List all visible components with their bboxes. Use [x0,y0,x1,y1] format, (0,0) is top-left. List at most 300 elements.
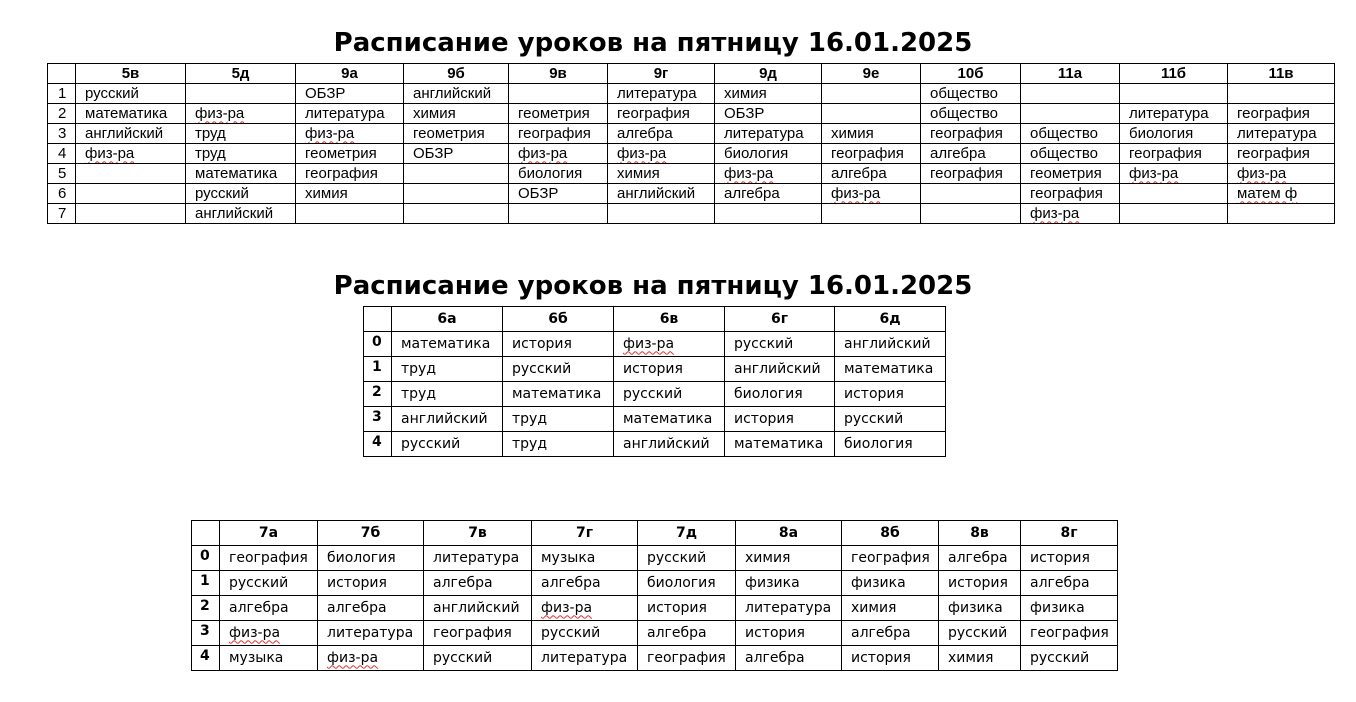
subject-text: алгебра [745,649,805,666]
subject-cell [503,357,614,382]
lesson-number: 2 [48,104,76,124]
subject-cell [638,571,736,596]
subject-cell [822,104,921,124]
subject-cell [835,432,946,457]
table-row [48,124,1335,144]
subject-text: физ-ра [195,104,245,122]
subject-cell [1228,144,1335,164]
header-lesson-number [364,307,392,332]
subject-cell [1120,204,1228,224]
subject-cell [424,571,532,596]
subject-cell [186,124,296,144]
subject-text: физ-ра [617,144,667,162]
subject-cell [921,84,1021,104]
subject-cell [638,646,736,671]
subject-cell [1228,204,1335,224]
subject-text: ОБЗР [724,104,765,122]
subject-text: алгебра [724,184,780,202]
subject-cell [220,571,318,596]
subject-text: история [512,335,572,352]
subject-cell [842,621,939,646]
lesson-number: 1 [364,357,392,382]
subject-text: география [647,649,726,666]
header-class: 9г [608,64,715,84]
subject-text: физ-ра [229,624,281,641]
subject-cell [822,124,921,144]
subject-text: физика [948,599,1003,616]
subject-text: география [229,549,308,566]
subject-text: физ-ра [85,144,135,162]
subject-cell [1120,144,1228,164]
subject-text: английский [433,599,520,616]
subject-cell [614,432,725,457]
subject-cell [715,84,822,104]
subject-cell [424,546,532,571]
subject-cell [318,571,424,596]
subject-text: английский [734,360,821,377]
subject-text: география [518,124,591,142]
subject-text: алгебра [617,124,673,142]
subject-cell [1021,646,1118,671]
subject-cell [939,546,1021,571]
subject-text: алгебра [433,574,493,591]
subject-text: химия [413,104,456,122]
subject-cell [404,144,509,164]
subject-cell [509,144,608,164]
subject-text: геометрия [1030,164,1102,182]
subject-cell [424,596,532,621]
lesson-number: 3 [48,124,76,144]
table-row [364,432,946,457]
subject-text: русский [85,84,139,102]
subject-text: алгебра [327,599,387,616]
subject-cell [822,144,921,164]
subject-cell [1021,124,1120,144]
subject-cell [220,646,318,671]
subject-text: история [623,360,683,377]
subject-text: алгебра [647,624,707,641]
subject-text: алгебра [851,624,911,641]
header-class: 9в [509,64,608,84]
subject-text: биология [647,574,716,591]
subject-cell [1021,621,1118,646]
header-class: 6а [392,307,503,332]
subject-text: химия [851,599,897,616]
lesson-number: 2 [192,596,220,621]
subject-text: биология [734,385,803,402]
subject-text: география [1030,624,1109,641]
subject-text: музыка [229,649,284,666]
subject-text: алгебра [1030,574,1090,591]
subject-cell [509,104,608,124]
subject-cell [842,646,939,671]
subject-text: русский [948,624,1008,641]
subject-text: история [844,385,904,402]
subject-text: география [831,144,904,162]
table-row [364,407,946,432]
subject-text: физика [851,574,906,591]
subject-cell [842,596,939,621]
subject-text: русский [844,410,904,427]
header-class: 8а [736,521,842,546]
subject-cell [939,571,1021,596]
subject-text: физ-ра [623,335,675,352]
subject-text: алгебра [541,574,601,591]
subject-text: физ-ра [1237,164,1287,182]
subject-text: литература [541,649,628,666]
subject-text: алгебра [930,144,986,162]
subject-cell [509,164,608,184]
subject-text: география [617,104,690,122]
subject-cell [392,357,503,382]
subject-cell [509,184,608,204]
subject-cell [186,164,296,184]
subject-text: русский [647,549,707,566]
subject-cell [404,164,509,184]
subject-cell [404,84,509,104]
subject-cell [509,204,608,224]
subject-cell [921,104,1021,124]
header-class: 8в [939,521,1021,546]
subject-text: физ-ра [724,164,774,182]
subject-text: музыка [541,549,596,566]
subject-cell [715,164,822,184]
subject-text: общество [1030,144,1098,162]
subject-cell [608,124,715,144]
subject-text: физ-ра [541,599,593,616]
subject-cell [1021,84,1120,104]
subject-text: алгебра [831,164,887,182]
subject-text: русский [195,184,249,202]
header-class: 7а [220,521,318,546]
subject-cell [424,646,532,671]
subject-cell [715,144,822,164]
table-row [192,596,1118,621]
subject-text: ОБЗР [413,144,454,162]
subject-cell [921,204,1021,224]
subject-text: физ-ра [305,124,355,142]
subject-cell [725,432,835,457]
subject-cell [822,184,921,204]
subject-cell [725,382,835,407]
table-header-row [48,64,1335,84]
table-header-row [364,307,946,332]
subject-cell [835,382,946,407]
subject-cell [608,164,715,184]
subject-cell [532,621,638,646]
subject-text: английский [401,410,488,427]
subject-text: химия [617,164,660,182]
subject-text: литература [305,104,385,122]
subject-text: матем ф [1237,184,1298,202]
subject-text: биология [518,164,583,182]
subject-text: литература [327,624,414,641]
subject-cell [503,382,614,407]
subject-cell [532,571,638,596]
subject-text: труд [512,410,548,427]
header-class: 11б [1120,64,1228,84]
subject-cell [715,104,822,124]
lesson-number: 3 [192,621,220,646]
lesson-number: 1 [48,84,76,104]
header-class: 7д [638,521,736,546]
subject-cell [186,144,296,164]
subject-cell [318,646,424,671]
subject-text: геометрия [305,144,377,162]
subject-text: общество [930,84,998,102]
subject-cell [296,184,404,204]
header-class: 9д [715,64,822,84]
subject-text: биология [327,549,396,566]
subject-cell [608,104,715,124]
subject-text: ОБЗР [518,184,559,202]
subject-cell [835,357,946,382]
table-row [48,184,1335,204]
subject-cell [318,621,424,646]
subject-text: история [745,624,805,641]
subject-text: химия [948,649,994,666]
subject-cell [608,184,715,204]
subject-cell [1021,164,1120,184]
subject-cell [614,382,725,407]
subject-cell [638,596,736,621]
subject-cell [318,596,424,621]
subject-text: география [1237,104,1310,122]
subject-cell [532,546,638,571]
subject-cell [1228,184,1335,204]
schedule-table-grade7-8 [191,520,1118,671]
subject-cell [1120,164,1228,184]
table-row [48,104,1335,124]
subject-text: география [930,124,1003,142]
subject-text: труд [195,144,226,162]
subject-text: русский [433,649,493,666]
subject-text: труд [195,124,226,142]
table-row [192,546,1118,571]
subject-cell [1021,104,1120,124]
subject-cell [76,164,186,184]
header-class: 8б [842,521,939,546]
schedule-table-grade6 [363,306,946,457]
subject-cell [296,84,404,104]
subject-text: русский [512,360,572,377]
subject-cell [842,546,939,571]
subject-cell [715,124,822,144]
table-row [192,621,1118,646]
subject-text: география [930,164,1003,182]
subject-cell [509,84,608,104]
subject-cell [1120,124,1228,144]
subject-text: литература [724,124,804,142]
subject-text: физика [1030,599,1085,616]
lesson-number: 3 [364,407,392,432]
schedule-table-senior [47,63,1335,224]
subject-cell [296,104,404,124]
subject-cell [1120,104,1228,124]
header-class: 6д [835,307,946,332]
subject-cell [842,571,939,596]
subject-cell [404,184,509,204]
subject-cell [736,646,842,671]
subject-text: история [1030,549,1090,566]
page-title: Расписание уроков на пятницу 16.01.2025 [333,28,973,58]
subject-text: математика [623,410,713,427]
subject-text: история [851,649,911,666]
subject-text: география [305,164,378,182]
subject-cell [614,332,725,357]
subject-text: русский [1030,649,1090,666]
subject-text: история [734,410,794,427]
subject-text: геометрия [413,124,485,142]
subject-cell [392,382,503,407]
lesson-number: 5 [48,164,76,184]
subject-cell [939,596,1021,621]
subject-cell [76,144,186,164]
header-class: 11а [1021,64,1120,84]
subject-cell [296,164,404,184]
subject-cell [296,144,404,164]
subject-cell [186,184,296,204]
subject-cell [503,407,614,432]
subject-text: русский [734,335,794,352]
subject-cell [1021,204,1120,224]
table-row [364,332,946,357]
lesson-number: 2 [364,382,392,407]
header-class: 8г [1021,521,1118,546]
subject-cell [509,124,608,144]
subject-text: география [433,624,512,641]
header-class: 9е [822,64,921,84]
subject-text: ОБЗР [305,84,346,102]
subject-cell [715,184,822,204]
subject-cell [1021,596,1118,621]
subject-text: английский [195,204,274,222]
subject-cell [186,84,296,104]
subject-text: математика [401,335,491,352]
subject-cell [1021,571,1118,596]
subject-cell [76,124,186,144]
subject-cell [1021,184,1120,204]
header-class: 7в [424,521,532,546]
subject-text: биология [724,144,789,162]
table-row [48,204,1335,224]
subject-text: общество [930,104,998,122]
subject-text: физ-ра [518,144,568,162]
subject-cell [503,332,614,357]
subject-cell [392,332,503,357]
subject-text: математика [512,385,602,402]
header-lesson-number [192,521,220,546]
subject-cell [404,124,509,144]
subject-text: география [851,549,930,566]
lesson-number: 0 [364,332,392,357]
subject-cell [532,646,638,671]
header-class: 9б [404,64,509,84]
lesson-number: 6 [48,184,76,204]
subject-text: физ-ра [1129,164,1179,182]
subject-cell [76,84,186,104]
subject-cell [220,621,318,646]
subject-cell [725,332,835,357]
subject-text: русский [229,574,289,591]
subject-cell [921,164,1021,184]
lesson-number: 4 [192,646,220,671]
header-lesson-number [48,64,76,84]
subject-text: труд [401,385,437,402]
subject-text: история [647,599,707,616]
header-class: 6в [614,307,725,332]
subject-cell [736,596,842,621]
header-class: 7б [318,521,424,546]
header-class: 9а [296,64,404,84]
subject-cell [939,646,1021,671]
page-title-second: Расписание уроков на пятницу 16.01.2025 [333,271,973,301]
subject-text: русский [623,385,683,402]
subject-text: физика [745,574,800,591]
subject-text: физ-ра [327,649,379,666]
subject-text: история [327,574,387,591]
table-row [48,164,1335,184]
subject-text: математика [195,164,278,182]
subject-text: алгебра [948,549,1008,566]
table-row [48,84,1335,104]
subject-cell [921,184,1021,204]
subject-cell [608,204,715,224]
subject-cell [186,204,296,224]
subject-text: геометрия [518,104,590,122]
lesson-number: 4 [364,432,392,457]
subject-text: биология [844,435,913,452]
subject-cell [1120,84,1228,104]
subject-text: биология [1129,124,1194,142]
subject-text: история [948,574,1008,591]
subject-cell [835,407,946,432]
subject-cell [76,204,186,224]
subject-cell [614,357,725,382]
lesson-number: 7 [48,204,76,224]
subject-text: английский [623,435,710,452]
subject-cell [736,571,842,596]
subject-cell [392,432,503,457]
subject-cell [424,621,532,646]
subject-cell [1021,546,1118,571]
subject-text: литература [1237,124,1317,142]
subject-text: химия [831,124,874,142]
subject-cell [296,124,404,144]
subject-text: общество [1030,124,1098,142]
subject-text: математика [844,360,934,377]
subject-cell [715,204,822,224]
subject-text: литература [745,599,832,616]
subject-cell [736,546,842,571]
subject-cell [638,546,736,571]
subject-text: английский [413,84,492,102]
subject-text: физ-ра [1030,204,1080,222]
subject-text: физ-ра [831,184,881,202]
subject-cell [392,407,503,432]
subject-cell [186,104,296,124]
header-class: 6б [503,307,614,332]
table-header-row [192,521,1118,546]
subject-text: труд [401,360,437,377]
subject-cell [220,546,318,571]
subject-cell [220,596,318,621]
subject-text: английский [617,184,696,202]
subject-cell [1228,164,1335,184]
subject-text: литература [1129,104,1209,122]
table-row [192,571,1118,596]
subject-cell [404,204,509,224]
